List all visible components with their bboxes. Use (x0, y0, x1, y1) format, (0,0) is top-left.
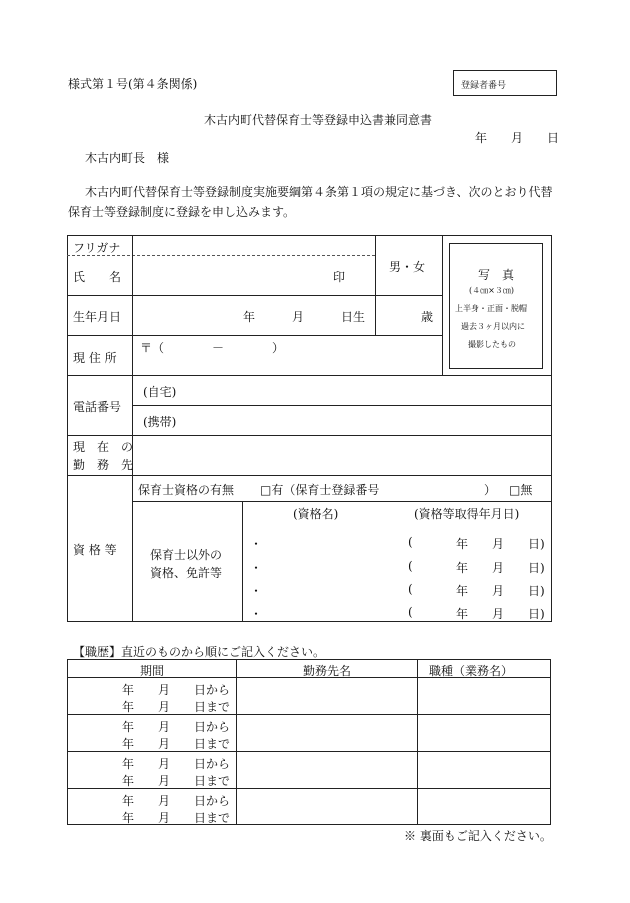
birth-day: 日生 (341, 310, 366, 324)
qual-row-open: ( (408, 582, 413, 596)
photo-size: (４㎝×３㎝) (469, 286, 514, 295)
document-title: 木古内町代替保育士等登録申込書兼同意書 (204, 113, 433, 127)
qual-row-day: 日) (528, 607, 545, 621)
career-from-day: 日から (194, 794, 231, 808)
qual-row-day: 日) (528, 584, 545, 598)
gender-select[interactable]: 男・女 (389, 260, 426, 274)
photo-line-1: 上半身・正面・脱帽 (455, 304, 527, 313)
nursery-yes-checkbox[interactable]: □有（保育士登録番号 (260, 483, 380, 497)
career-from-day: 日から (194, 757, 231, 771)
career-from-month: 月 (158, 794, 171, 808)
other-qual-label-2: 資格、免許等 (150, 566, 223, 580)
career-to-year: 年 (122, 774, 135, 788)
nursery-no-checkbox[interactable]: □無 (509, 483, 533, 497)
photo-line-3: 撮影したもの (468, 340, 516, 349)
name-label: 氏 名 (73, 270, 122, 284)
qual-row-open: ( (408, 605, 413, 619)
career-to-month: 月 (158, 774, 171, 788)
birth-label: 生年月日 (73, 310, 122, 324)
career-col-workplace: 勤務先名 (303, 664, 352, 678)
workplace-label-2: 勤 務 先 (73, 458, 134, 472)
photo-title: 写 真 (478, 268, 515, 282)
qual-row-month: 月 (492, 607, 505, 621)
qual-date-header: (資格等取得年月日) (414, 507, 520, 521)
qualification-label: 資 格 等 (73, 543, 117, 557)
addressee: 木古内町長 様 (85, 151, 170, 165)
career-from-month: 月 (158, 720, 171, 734)
photo-line-2: 過去３ヶ月以内に (461, 322, 525, 331)
career-to-day: 日まで (194, 774, 231, 788)
phone-mobile-field[interactable]: (携帯) (143, 415, 177, 429)
qual-row-year: 年 (456, 561, 469, 575)
name-field[interactable] (138, 259, 328, 293)
birth-year: 年 (243, 310, 256, 324)
career-from-year: 年 (122, 683, 135, 697)
career-from-day: 日から (194, 683, 231, 697)
intro-line-2: 保育士等登録制度に登録を申し込みます。 (68, 205, 296, 219)
intro-line-1: 木古内町代替保育士等登録制度実施要綱第４条第１項の規定に基づき、次のとおり代替 (85, 185, 553, 199)
nursery-close-paren: ） (484, 483, 497, 497)
career-to-month: 月 (158, 737, 171, 751)
qual-row-year: 年 (456, 584, 469, 598)
form-number: 様式第１号(第４条関係) (68, 77, 198, 91)
birth-month: 月 (292, 310, 305, 324)
age-label: 歳 (421, 310, 434, 324)
qual-row-day: 日) (528, 537, 545, 551)
date-year: 年 (475, 131, 488, 145)
qual-row-month: 月 (492, 584, 505, 598)
career-to-day: 日まで (194, 737, 231, 751)
career-from-year: 年 (122, 794, 135, 808)
career-from-year: 年 (122, 757, 135, 771)
career-from-month: 月 (158, 757, 171, 771)
career-to-year: 年 (122, 700, 135, 714)
career-to-month: 月 (158, 811, 171, 825)
workplace-field[interactable] (140, 440, 548, 472)
address-label: 現 住 所 (73, 351, 117, 365)
qual-row-month: 月 (492, 537, 505, 551)
qual-row-year: 年 (456, 607, 469, 621)
career-from-year: 年 (122, 720, 135, 734)
career-to-month: 月 (158, 700, 171, 714)
qual-row-bullet: ・ (250, 607, 263, 621)
date-month: 月 (511, 131, 524, 145)
registrant-number-label: 登録者番号 (461, 81, 507, 91)
postal-code-field[interactable]: 〒（ － ） (140, 341, 285, 355)
qual-row-open: ( (408, 535, 413, 549)
date-day: 日 (547, 131, 560, 145)
career-from-month: 月 (158, 683, 171, 697)
footer-note: ※ 裏面もご記入ください。 (404, 829, 552, 843)
career-col-period: 期間 (140, 664, 165, 678)
qual-row-open: ( (408, 559, 413, 573)
career-to-day: 日まで (194, 811, 231, 825)
furigana-label: フリガナ (73, 241, 121, 255)
phone-home-field[interactable]: (自宅) (143, 385, 177, 399)
qual-row-bullet: ・ (250, 561, 263, 575)
phone-label: 電話番号 (73, 400, 122, 414)
career-heading: 【職歴】直近のものから順にご記入ください。 (73, 645, 326, 659)
workplace-label-1: 現 在 の (73, 440, 134, 454)
qual-row-bullet: ・ (250, 537, 263, 551)
career-to-year: 年 (122, 737, 135, 751)
furigana-field[interactable] (138, 240, 374, 254)
career-from-day: 日から (194, 720, 231, 734)
career-to-day: 日まで (194, 700, 231, 714)
career-col-job: 職種（業務名） (429, 664, 514, 678)
seal-mark: 印 (333, 270, 346, 284)
nursery-qualification-label: 保育士資格の有無 (138, 483, 235, 497)
qual-row-bullet: ・ (250, 584, 263, 598)
qual-row-year: 年 (456, 537, 469, 551)
qual-row-month: 月 (492, 561, 505, 575)
qual-row-day: 日) (528, 561, 545, 575)
career-to-year: 年 (122, 811, 135, 825)
qual-name-header: (資格名) (293, 507, 339, 521)
other-qual-label-1: 保育士以外の (150, 548, 223, 562)
